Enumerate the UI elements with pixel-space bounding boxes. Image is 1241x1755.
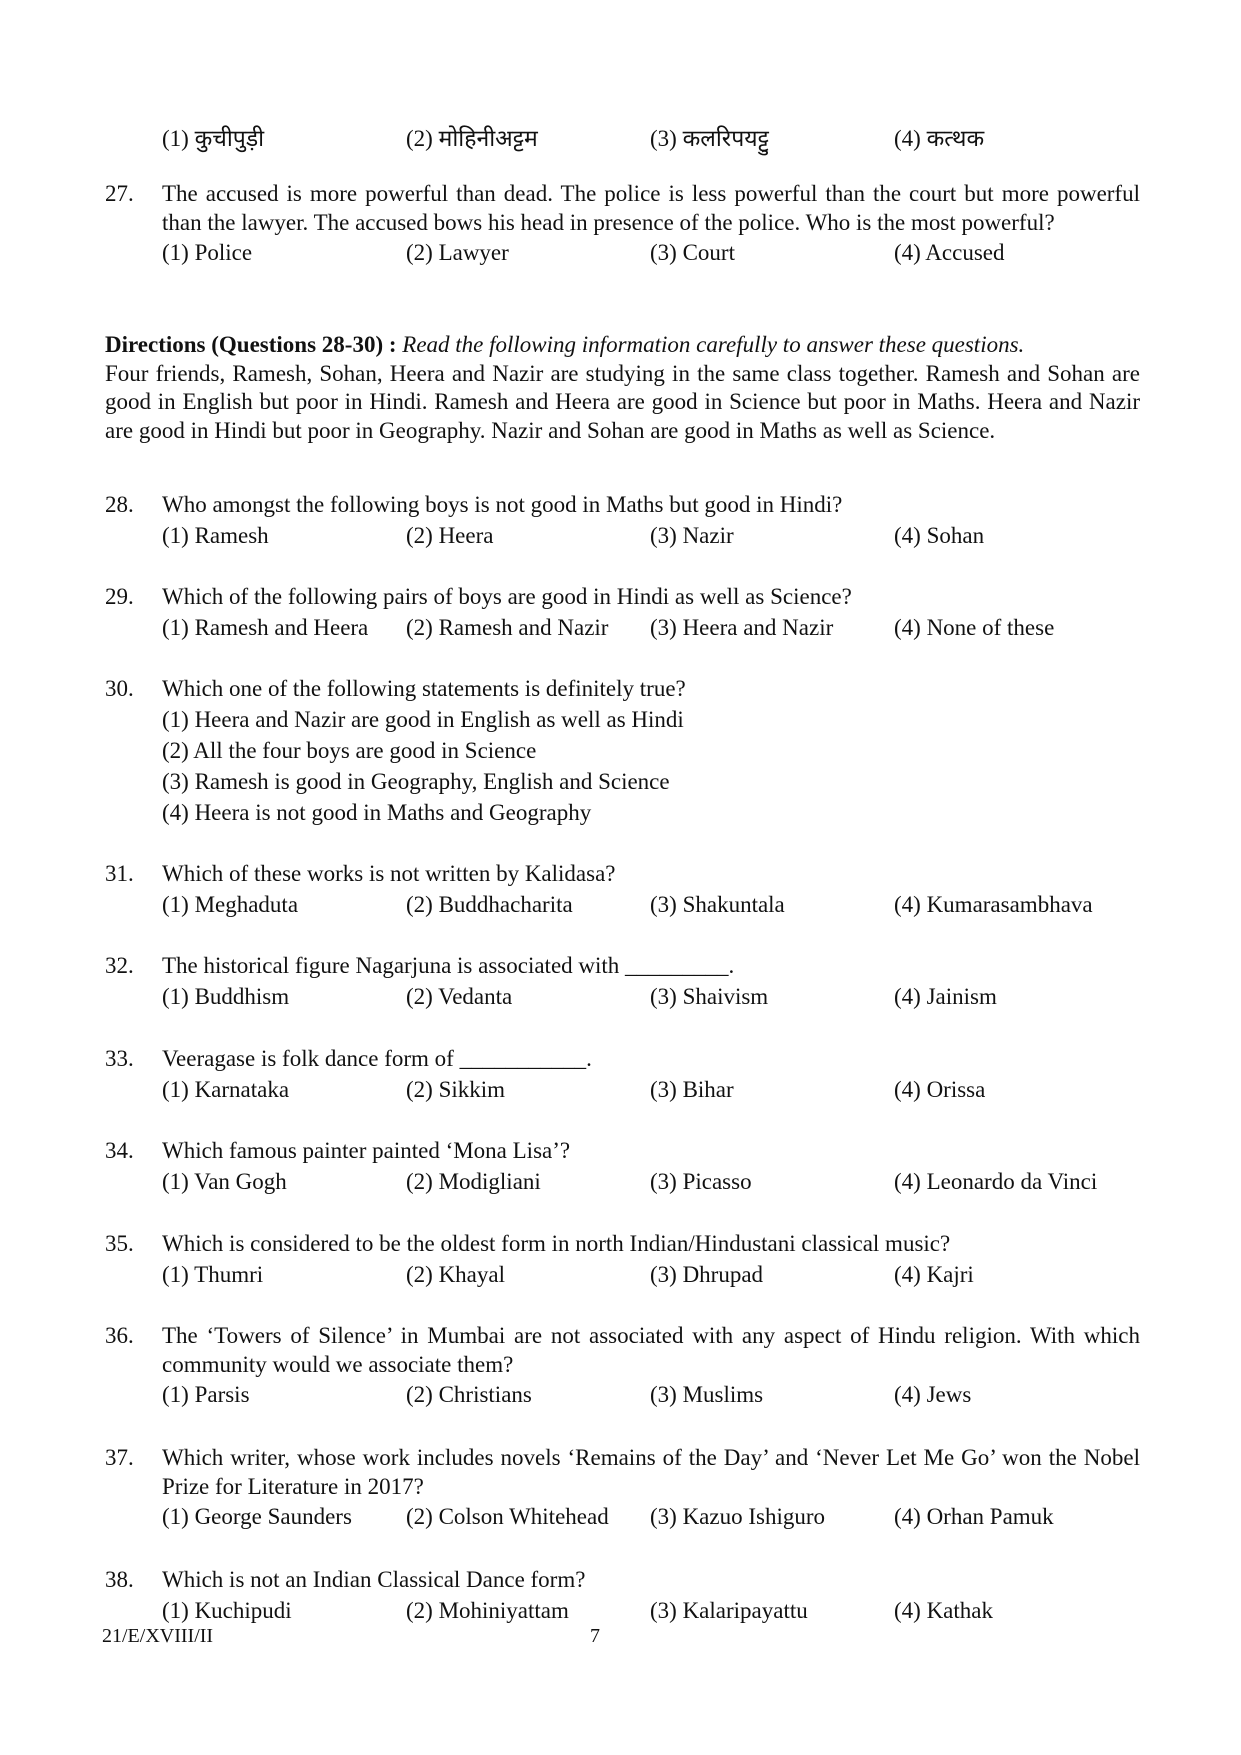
question-text: Which one of the following statements is definitely true? [162,676,686,701]
option-4: (4) Leonardo da Vinci [894,1168,1098,1194]
question-text: The historical figure Nagarjuna is associated with _________. [162,953,735,978]
question-number: 28. [105,492,134,517]
question-number: 34. [105,1138,134,1163]
question-number: 33. [105,1046,134,1071]
option-3: (3) Picasso [650,1168,752,1194]
question-34 [105,1137,1140,1196]
option-1: (1) Karnataka [162,1076,290,1102]
option-4: (4) Kathak [894,1597,993,1623]
question-27 [105,180,1140,267]
question-options [162,1076,1142,1106]
question-text: Who amongst the following boys is not good in Maths but good in Hindi? [162,492,843,517]
question-options [162,1503,1142,1533]
option-3: (3) Shakuntala [650,891,785,917]
question-options [162,891,1142,921]
option-2: (2) Sikkim [406,1076,506,1102]
question-number: 31. [105,861,134,886]
q26-option-3: (3) कलरिपयट्टु [650,126,769,151]
question-36 [105,1322,1140,1409]
option-1: (1) Buddhism [162,983,290,1009]
option-1: (1) Heera and Nazir are good in English as well as Hindi [162,706,684,732]
option-2: (2) Ramesh and Nazir [406,614,609,640]
question-options [162,239,1142,269]
option-1: (1) Police [162,240,253,265]
q26-option-1: (1) कुचीपुड़ी [162,126,265,151]
question-number: 29. [105,584,134,609]
q26-option-4: (4) कत्थक [894,126,985,151]
question-29 [105,583,1140,642]
option-4: (4) Jainism [894,983,997,1009]
option-1: (1) Kuchipudi [162,1597,292,1623]
question-options [162,983,1142,1013]
question-text: Which famous painter painted ‘Mona Lisa’? [162,1138,571,1163]
question-text: Which of these works is not written by Kalidasa? [162,861,616,886]
directions-label: Directions (Questions 28-30) : [105,332,397,357]
option-2: (2) Vedanta [406,983,513,1009]
question-31 [105,860,1140,919]
question-33 [105,1045,1140,1104]
question-options [162,522,1142,552]
option-3: (3) Nazir [650,522,734,548]
question-37 [105,1444,1140,1531]
option-3: (3) Kalaripayattu [650,1597,808,1623]
question-text: Which is considered to be the oldest form in north Indian/Hindustani classical music? [162,1231,951,1256]
option-1: (1) Thumri [162,1261,264,1287]
question-number: 36. [105,1323,134,1348]
q26-option-2: (2) मोहिनीअट्टम [406,126,538,151]
option-1: (1) Parsis [162,1382,250,1407]
option-3: (3) Muslims [650,1382,764,1407]
option-2: (2) All the four boys are good in Science [162,737,537,763]
question-number: 32. [105,953,134,978]
option-2: (2) Mohiniyattam [406,1597,569,1623]
question-28 [105,491,1140,550]
paper-code: 21/E/XVIII/II [102,1625,214,1647]
option-3: (3) Court [650,240,735,265]
question-text: Which writer, whose work includes novels ‘Remains of the Day’ and ‘Never Let Me Go’ won the Nobel Prize for Literature in 2017? [162,1445,1140,1499]
option-2: (2) Heera [406,522,494,548]
option-3: (3) Bihar [650,1076,734,1102]
option-3: (3) Shaivism [650,983,769,1009]
question-text: The accused is more powerful than dead. The police is less powerful than the court but more powerful than the lawyer. The accused bows his head in presence of the police. Who is the most powerful? [162,181,1140,235]
option-1: (1) George Saunders [162,1504,352,1529]
page-number: 7 [590,1625,600,1647]
option-2: (2) Buddhacharita [406,891,573,917]
question-text: Veeragase is folk dance form of ___________. [162,1046,592,1071]
option-1: (1) Meghaduta [162,891,299,917]
directions-passage: Four friends, Ramesh, Sohan, Heera and Nazir are studying in the same class together. Ramesh and Sohan are good in English but poor in Hindi. Ramesh and Heera are good in Science but poor in Maths. Heera and Nazir are good in Hindi but poor in Geography. Nazir and Sohan are good in Maths as well as Science. [105,360,1140,443]
question-text: Which of the following pairs of boys are good in Hindi as well as Science? [162,584,852,609]
question-38 [105,1566,1140,1625]
option-2: (2) Khayal [406,1261,505,1287]
option-2: (2) Colson Whitehead [406,1504,609,1529]
option-2: (2) Modigliani [406,1168,541,1194]
question-number: 38. [105,1567,134,1592]
question-text: The ‘Towers of Silence’ in Mumbai are not associated with any aspect of Hindu religion. With which community would we associate them? [162,1323,1140,1377]
question-32 [105,952,1140,1011]
directions-instruction: Read the following information carefully to answer these questions. [402,332,1025,357]
option-4: (4) Sohan [894,522,985,548]
option-3: (3) Kazuo Ishiguro [650,1504,826,1529]
option-4: (4) Kajri [894,1261,974,1287]
q26-options [162,121,1142,151]
option-1: (1) Van Gogh [162,1168,287,1194]
question-options [162,614,1142,644]
option-3: (3) Ramesh is good in Geography, English and Science [162,768,670,794]
option-4: (4) Kumarasambhava [894,891,1093,917]
question-number: 30. [105,676,134,701]
question-options [162,1168,1142,1198]
option-4: (4) Orhan Pamuk [894,1504,1054,1529]
question-30 [105,675,1140,828]
option-4: (4) Heera is not good in Maths and Geography [162,799,592,825]
option-3: (3) Heera and Nazir [650,614,834,640]
question-number: 37. [105,1445,134,1470]
option-4: (4) None of these [894,614,1055,640]
question-options [162,1381,1142,1411]
question-options [162,1261,1142,1291]
option-4: (4) Accused [894,240,1005,265]
question-number: 27. [105,181,134,206]
question-options [162,1597,1142,1627]
option-2: (2) Lawyer [406,240,509,265]
option-2: (2) Christians [406,1382,532,1407]
option-1: (1) Ramesh [162,522,269,548]
option-4: (4) Jews [894,1382,972,1407]
question-number: 35. [105,1231,134,1256]
directions-block [105,331,1140,445]
option-1: (1) Ramesh and Heera [162,614,369,640]
option-3: (3) Dhrupad [650,1261,764,1287]
option-4: (4) Orissa [894,1076,986,1102]
question-text: Which is not an Indian Classical Dance form? [162,1567,586,1592]
question-35 [105,1230,1140,1289]
